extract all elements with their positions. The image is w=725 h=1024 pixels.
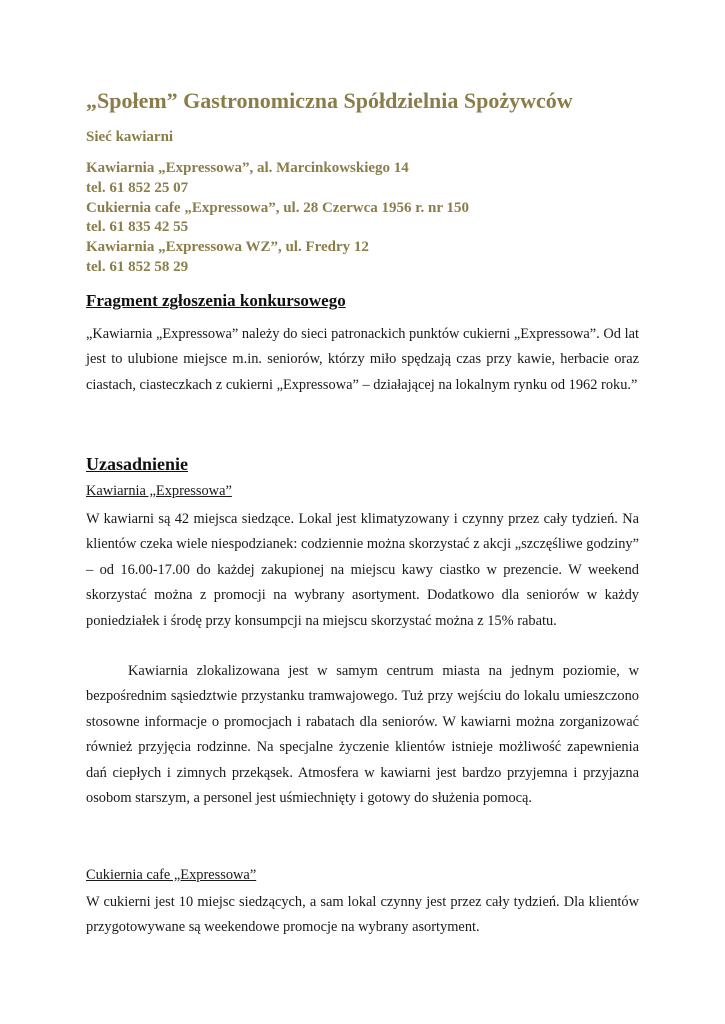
contact-line: Cukiernia cafe „Expressowa”, ul. 28 Czerwca 1956 r. nr 150	[86, 199, 470, 216]
document-subtitle: Sieć kawiarni	[86, 129, 174, 145]
document-title: „Społem” Gastronomiczna Spółdzielnia Spożywców	[86, 88, 573, 113]
contact-line: Kawiarnia „Expressowa”, al. Marcinkowskiego 14	[86, 160, 409, 176]
fragment-text: „Kawiarnia „Expressowa” należy do sieci patronackich punktów cukierni „Expressowa”. Od lat jest to ulubione miejsce m.in. seniorów, którzy miło spędzają czas przy kawie, herbacie oraz ciastach, ciasteczkach z cukierni „Expressowa” – działającej na lokalnym rynku od 1962 roku.”	[86, 326, 639, 393]
justification-heading: Uzasadnienie	[86, 454, 189, 474]
confectionery-subheading: Cukiernia cafe „Expressowa”	[86, 867, 257, 883]
contact-line: tel. 61 835 42 55	[86, 219, 189, 236]
contact-line: tel. 61 852 25 07	[86, 179, 189, 196]
cafe-paragraph-2: Kawiarnia zlokalizowana jest w samym centrum miasta na jednym poziomie, w bezpośrednim sąsiedztwie przystanku tramwajowego. Tuż przy wejściu do lokalu umieszczono stosowne informacje o promocjach i rabatach dla seniorów. W kawiarni można zorganizować również przyjęcia rodzinne. Na specjalne życzenie klientów istnieje możliwość zapewnienia dań ciepłych i zimnych przekąsek. Atmosfera w kawiarni jest bardzo przyjemna i przyjazna osobom starszym, a personel jest uśmiechnięty i gotowy do służenia pomocą.	[86, 663, 639, 807]
cafe-paragraph-1: W kawiarni są 42 miejsca siedzące. Lokal jest klimatyzowany i czynny przez cały tydzień. Na klientów czeka wiele niespodzianek: codziennie można skorzystać z akcji „szczęśliwe godziny” – od 16.00-17.00 do każdej zakupionej na miejscu kawy ciastko w prezencie. W weekend skorzystać można z promocji na wybrany asortyment. Dodatkowo dla seniorów w każdy poniedziałek i środę przy konsumpcji na miejscu skorzystać można z 15% rabatu.	[86, 511, 639, 629]
contact-line: tel. 61 852 58 29	[86, 258, 189, 275]
cafe-subheading: Kawiarnia „Expressowa”	[86, 483, 232, 499]
contact-list	[86, 159, 469, 278]
contact-line: Kawiarnia „Expressowa WZ”, ul. Fredry 12	[86, 239, 369, 256]
confectionery-paragraph-1: W cukierni jest 10 miejsc siedzących, a sam lokal czynny jest przez cały tydzień. Dla klientów przygotowywane są weekendowe promocje na wybrany asortyment.	[86, 894, 639, 936]
fragment-heading: Fragment zgłoszenia konkursowego	[86, 291, 346, 310]
